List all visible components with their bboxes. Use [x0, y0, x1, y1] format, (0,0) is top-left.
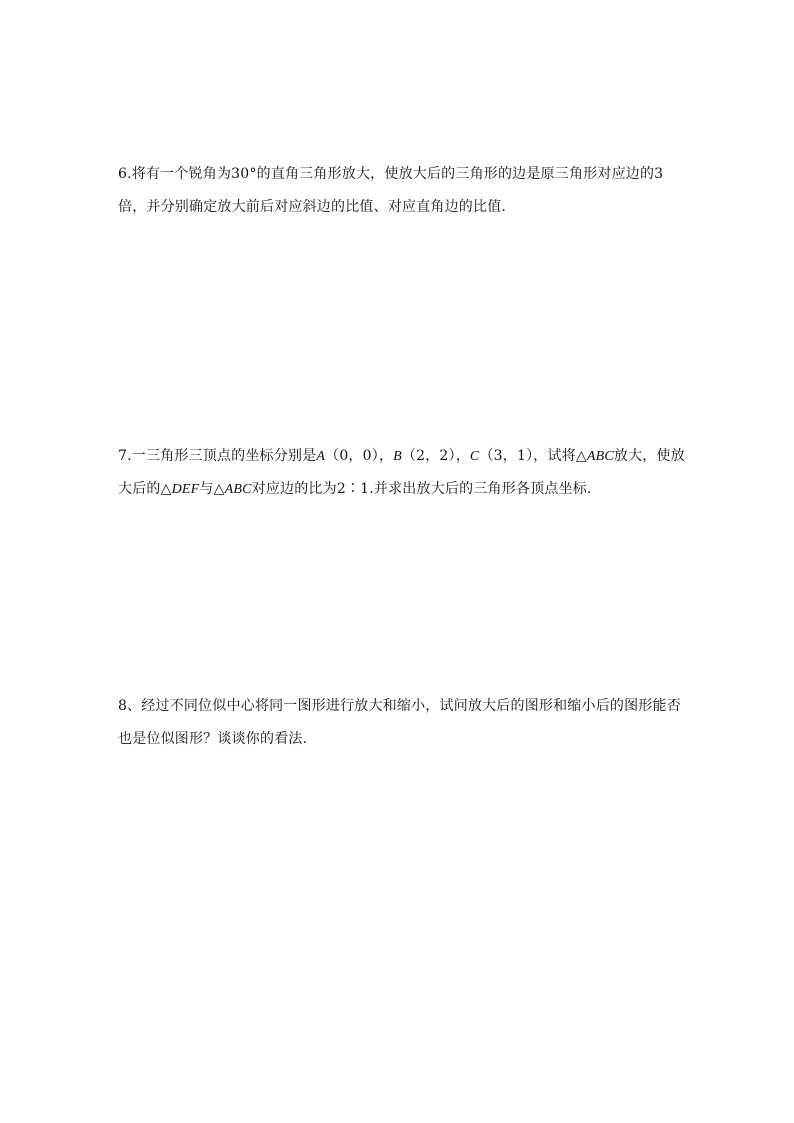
problem-8-line-2: 也是位似图形？谈谈你的看法.: [118, 731, 308, 747]
problem-6-line-1: 6.将有一个锐角为30°的直角三角形放大，使放大后的三角形的边是原三角形对应边的3: [118, 166, 664, 182]
problem-7-line-1: [118, 440, 685, 473]
problem-7-text: 7.一三角形三顶点的坐标分别是: [118, 448, 317, 464]
point-c-coordinates: （3，1），试将△: [479, 448, 587, 464]
point-c-label: C: [469, 449, 480, 464]
point-b-coordinates: （2，2），: [401, 448, 470, 464]
triangle-abc-label-2: ABC: [224, 482, 252, 497]
problem-6: [118, 158, 678, 224]
problem-8: [118, 690, 681, 756]
point-b-label: B: [393, 449, 402, 464]
point-a-coordinates: （0，0），: [325, 448, 394, 464]
problem-7: [118, 440, 685, 506]
problem-7-text-3: 与△: [199, 481, 225, 497]
problem-7-text-end: 放大，使放: [613, 448, 685, 464]
problem-8-line-1: 8、经过不同位似中心将同一图形进行放大和缩小，试问放大后的图形和缩小后的图形能否: [118, 698, 681, 714]
problem-7-text-2: 大后的△: [118, 481, 172, 497]
problem-6-line-2: 倍，并分别确定放大前后对应斜边的比值、对应直角边的比值.: [118, 199, 507, 215]
problem-7-line-2: [118, 473, 678, 506]
triangle-def-label: DEF: [171, 482, 200, 497]
problem-7-text-4: 对应边的比为2∶1.并求出放大后的三角形各顶点坐标.: [251, 481, 592, 497]
triangle-abc-label: ABC: [586, 449, 614, 464]
point-a-label: A: [316, 449, 326, 464]
